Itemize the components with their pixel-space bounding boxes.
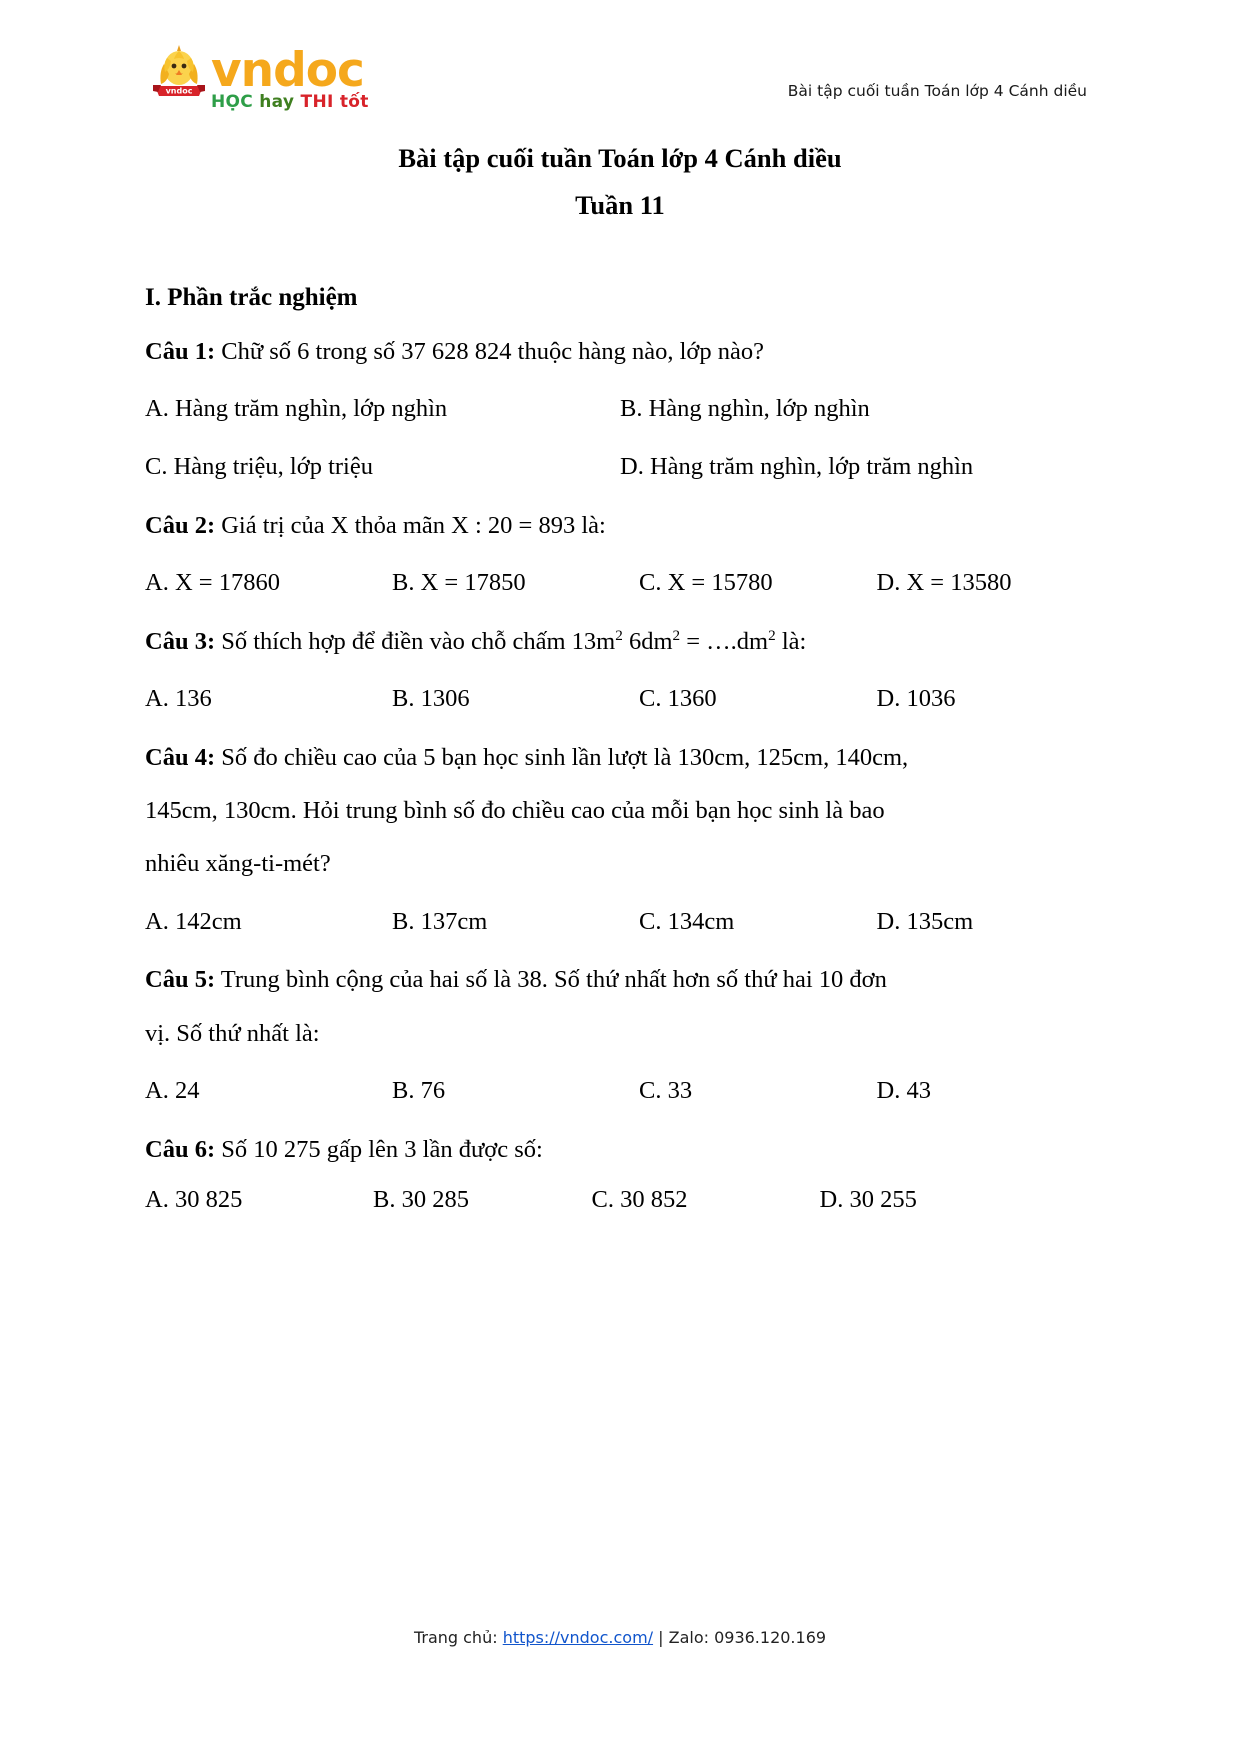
- option-5-a[interactable]: A. 24: [145, 1076, 200, 1104]
- logo-wordmark: vndoc: [211, 42, 364, 98]
- question-5-body-1: Trung bình cộng của hai số là 38. Số thứ nhất hơn số thứ hai 10 đơn: [215, 966, 887, 994]
- option-4-c[interactable]: C. 134cm: [639, 907, 735, 935]
- option-2-c[interactable]: C. X = 15780: [639, 569, 773, 597]
- option-6-a[interactable]: A. 30 825: [145, 1185, 243, 1213]
- question-1-options-row-1: [145, 391, 1095, 428]
- question-3-sup-2: 2: [672, 626, 681, 644]
- page-title: Bài tập cuối tuần Toán lớp 4 Cánh diều: [398, 143, 842, 173]
- question-1-options-row-2: [145, 449, 1095, 486]
- vndoc-logo[interactable]: [153, 42, 453, 112]
- question-4-text-line-3: nhiêu xăng-ti-mét?: [145, 850, 331, 878]
- option-2-a[interactable]: A. X = 17860: [145, 569, 280, 597]
- question-6-text: [145, 1131, 1095, 1168]
- logo-tagline: [211, 92, 369, 112]
- option-5-b[interactable]: B. 76: [392, 1076, 446, 1104]
- question-5-label: Câu 5:: [145, 966, 216, 994]
- option-6-c[interactable]: C. 30 852: [591, 1185, 688, 1213]
- question-3-body-3: = ….dm: [680, 627, 769, 655]
- option-1-d[interactable]: D. Hàng trăm nghìn, lớp trăm nghìn: [620, 453, 974, 481]
- option-1-b[interactable]: B. Hàng nghìn, lớp nghìn: [620, 395, 870, 423]
- question-1-body: Chữ số 6 trong số 37 628 824 thuộc hàng nào, lớp nào?: [215, 338, 764, 366]
- mascot-icon: [153, 42, 205, 98]
- question-2-options: [145, 565, 1095, 602]
- option-6-d[interactable]: D. 30 255: [819, 1185, 917, 1213]
- option-6-b[interactable]: B. 30 285: [373, 1185, 469, 1213]
- question-5-text-line-1: [145, 961, 1095, 998]
- tagline-thitot: THI tốt: [300, 92, 369, 112]
- question-3-sup-3: 2: [768, 626, 776, 644]
- question-4-text-line-1: [145, 739, 1095, 776]
- question-3-label: Câu 3:: [145, 627, 216, 655]
- question-3-body-4: là:: [775, 627, 807, 655]
- question-3-text: [145, 623, 1095, 660]
- tagline-hoc: HỌC: [211, 92, 254, 112]
- option-2-d[interactable]: D. X = 13580: [876, 569, 1012, 597]
- question-3-sup-1: 2: [615, 626, 623, 644]
- page-header: [145, 0, 1095, 120]
- option-4-d[interactable]: D. 135cm: [876, 907, 974, 935]
- question-4-label: Câu 4:: [145, 743, 216, 771]
- footer-website-link[interactable]: https://vndoc.com/: [502, 1628, 654, 1647]
- option-4-a[interactable]: A. 142cm: [145, 907, 242, 935]
- question-4-body-1: Số đo chiều cao của 5 bạn học sinh lần lượt là 130cm, 125cm, 140cm,: [215, 743, 909, 771]
- page-footer: [0, 1628, 1240, 1647]
- option-5-c[interactable]: C. 33: [639, 1076, 693, 1104]
- option-3-d[interactable]: D. 1036: [876, 685, 956, 713]
- footer-prefix: Trang chủ:: [413, 1628, 503, 1647]
- option-3-c[interactable]: C. 1360: [639, 685, 717, 713]
- option-1-a[interactable]: A. Hàng trăm nghìn, lớp nghìn: [145, 395, 448, 423]
- question-3-body-1: Số thích hợp để điền vào chỗ chấm 13m: [215, 627, 616, 655]
- question-1-label: Câu 1:: [145, 338, 216, 366]
- option-3-a[interactable]: A. 136: [145, 685, 212, 713]
- question-2-text: [145, 507, 1095, 544]
- option-5-d[interactable]: D. 43: [876, 1076, 931, 1104]
- question-4-options: [145, 904, 1095, 941]
- question-5-options: [145, 1073, 1095, 1110]
- option-2-b[interactable]: B. X = 17850: [392, 569, 526, 597]
- question-6-options: [145, 1182, 1095, 1219]
- section-heading: I. Phần trắc nghiệm: [145, 284, 358, 312]
- tagline-hay: hay: [259, 92, 295, 112]
- option-3-b[interactable]: B. 1306: [392, 685, 470, 713]
- question-1-text: [145, 333, 1095, 370]
- question-5-text-line-2: vị. Số thứ nhất là:: [145, 1019, 320, 1047]
- page-subtitle: Tuần 11: [575, 190, 665, 221]
- question-4-text-line-2: 145cm, 130cm. Hỏi trung bình số đo chiều cao của mỗi bạn học sinh là bao: [145, 797, 885, 825]
- question-2-body: Giá trị của X thỏa mãn X : 20 = 893 là:: [215, 511, 606, 539]
- logo-row: [153, 42, 364, 98]
- question-3-body-2: 6dm: [622, 627, 673, 655]
- question-2-label: Câu 2:: [145, 511, 216, 539]
- svg-text:vndoc: vndoc: [165, 86, 193, 96]
- question-6-label: Câu 6:: [145, 1135, 216, 1163]
- option-1-c[interactable]: C. Hàng triệu, lớp triệu: [145, 453, 373, 481]
- running-head: Bài tập cuối tuần Toán lớp 4 Cánh diều: [787, 82, 1087, 100]
- question-6-body: Số 10 275 gấp lên 3 lần được số:: [215, 1135, 543, 1163]
- footer-suffix: | Zalo: 0936.120.169: [653, 1628, 827, 1647]
- option-4-b[interactable]: B. 137cm: [392, 907, 488, 935]
- question-3-options: [145, 681, 1095, 718]
